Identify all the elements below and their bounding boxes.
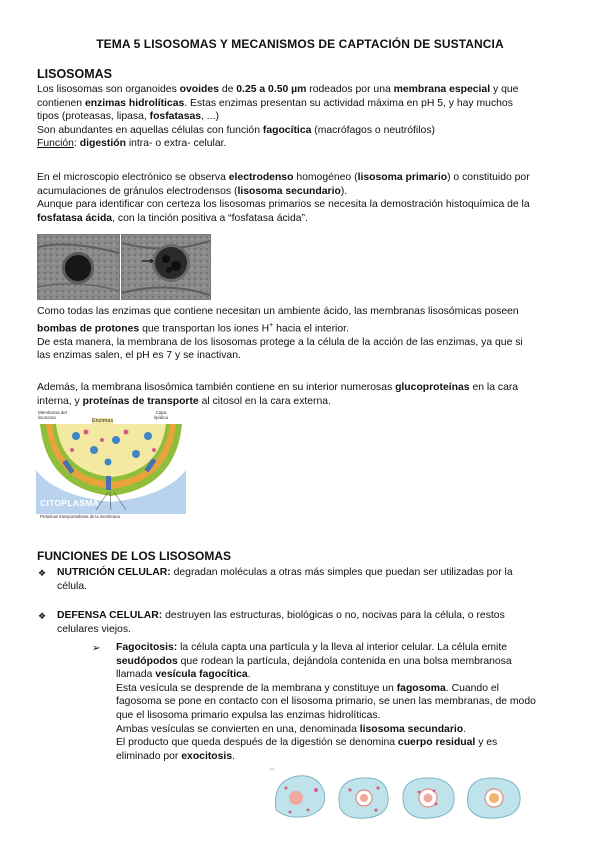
paragraph-definition: Los lisosomas son organoides ovoides de 0.25 a 0.50 µm rodeados por una membrana especial y que contienen enzimas hidrolíticas. Estas enzimas presentan su actividad máxima en pH 5, y hay muchos tipos (proteasas, lipasa, fosfatasas, ...) Son abundantes en aquellas células con función fagocítica (macrófagos o neutrófilos) Función: digestión intra- o extra- celular. <box>37 84 519 150</box>
list-item-nutricion: NUTRICIÓN CELULAR: degradan moléculas a otras más simples que puedan ser utilizadas por la célula. <box>57 567 513 592</box>
paragraph-proton-pumps: Como todas las enzimas que contiene necesitan un ambiente ácido, las membranas lisosómicas poseen bombas de protones que transportan los iones H+ hacia el interior. De esta manera, la membrana de los lisosomas protege a la célula de la acción de las enzimas, ya que si las enzimas salen, el pH es 7 y se inactivan. <box>37 306 523 362</box>
sub-item-fagocitosis: Fagocitosis: la célula capta una partícula y la lleva al interior celular. La célula emite seudópodos que rodean la partícula, dejándola contenida en una bolsa membranosa llamada vesícula fagocítica. Esta vesícula se desprende de la membrana y constituye un fagosoma. Cuando el fagosoma se pone en contacto con el lisosoma primario, se unen las membranas, de modo que el lisosoma primario expulsa las enzimas hidrolíticas. Ambas vesículas se convierten en una, denominada lisosoma secundario. El producto que queda después de la digestión se denomina cuerpo residual y es eliminado por exocitosis. <box>116 642 536 762</box>
phagocytosis-illustration <box>268 766 524 824</box>
paragraph-glycoproteins: Además, la membrana lisosómica también contiene en su interior numerosas glucoproteínas en la cara interna, y proteínas de transporte al citosol en la cara externa. <box>37 382 519 407</box>
section-heading-funciones: FUNCIONES DE LOS LISOSOMAS <box>37 549 232 563</box>
bullet-diamond-icon: ❖ <box>38 568 47 578</box>
label-enzimas: Enzimas <box>92 418 114 424</box>
section-heading-lisosomas: LISOSOMAS <box>37 67 113 81</box>
bullet-diamond-icon: ❖ <box>38 611 47 621</box>
label-capa-lipidica: Capa lipídica <box>154 410 169 420</box>
paragraph-microscope: En el microscopio electrónico se observa electrodenso homogéneo (lisosoma primario) o constituido por acumulaciones de gránulos electrodensos (lisosoma secundario). Aunque para identificar con certeza los lisosomas primarios se necesita la demostración histoquímica de la fosfatasa ácida, con la tinción positiva a “fosfatasa ácida”. <box>37 172 530 224</box>
micrograph-primary-lysosome <box>37 234 120 300</box>
list-item-defensa: DEFENSA CELULAR: destruyen las estructuras, biológicas o no, nocivas para la célula, o restos celulares viejos. <box>57 610 505 635</box>
micrograph-secondary-lysosome <box>121 234 211 300</box>
svg-text:°°: °° <box>270 768 274 774</box>
label-citoplasma: CITOPLASMA <box>40 498 100 508</box>
label-membrana: Membrana del lisosoma <box>38 410 67 420</box>
document-title: TEMA 5 LISOSOMAS Y MECANISMOS DE CAPTACIÓN DE SUSTANCIA <box>96 37 504 51</box>
label-proteinas-transportadoras: Proteínas transportadoras de la membrana <box>40 514 120 519</box>
bullet-arrow-icon: ➢ <box>92 643 101 654</box>
lysosome-membrane-diagram <box>36 410 186 522</box>
